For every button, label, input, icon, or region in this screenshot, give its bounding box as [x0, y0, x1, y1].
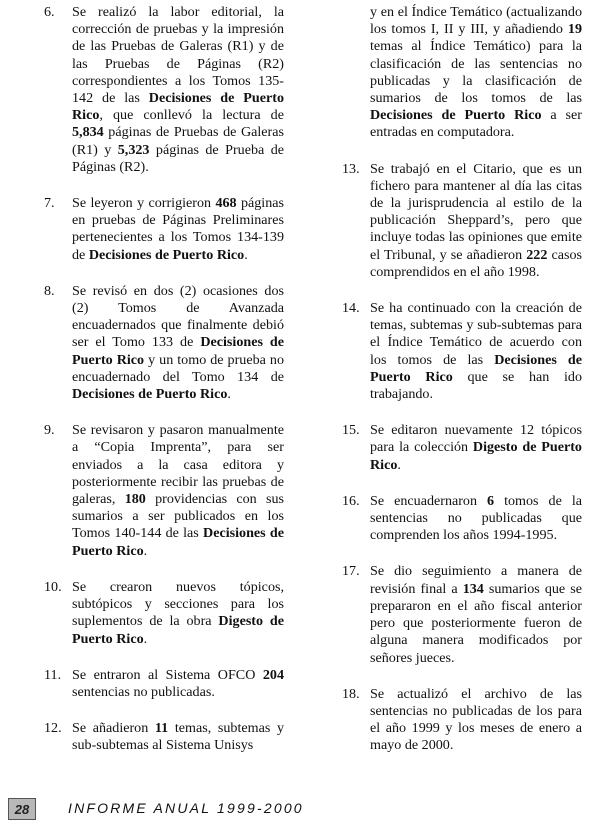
text-run: y un tomo de prueba no encuadernado del Tomo 134 de [72, 351, 284, 385]
item-number: 11. [44, 666, 62, 683]
text-run: Se encuadernaron [370, 492, 488, 509]
list-item-continued [342, 4, 582, 142]
text-run: Se realizó la labor editorial, la corrección de pruebas y la impresión de las Pruebas de Galeras (R1) y de las Pruebas de Páginas (R2) correspondientes a los Tomos 135-142 de las [72, 4, 284, 107]
page-footer [8, 798, 598, 822]
text-run: páginas en pruebas de Páginas Preliminares pertenecientes a los Tomos 134-139 de [72, 195, 285, 263]
list-item [342, 422, 582, 474]
page-number: 28 [14, 801, 30, 817]
text-run: casos comprendidos en el año 1998. [370, 246, 582, 280]
text-run: tomos de la sentencias no publicadas que comprenden los años 1994-1995. [370, 492, 582, 544]
item-text [72, 4, 284, 176]
item-number: 7. [44, 195, 55, 212]
list-item [342, 493, 582, 545]
report-title: INFORME ANUAL 1999-2000 [68, 800, 304, 816]
bold-text-run: 6 [487, 492, 495, 509]
text-run: páginas de Prueba de Páginas (R2). [72, 141, 284, 175]
right-column [342, 4, 582, 755]
bold-text-run: Decisiones de Puerto Rico [72, 90, 284, 124]
list-item [44, 4, 284, 176]
item-number: 6. [44, 4, 55, 20]
list-item [44, 720, 284, 754]
item-number: 14. [342, 300, 360, 317]
item-text [370, 563, 582, 666]
list-item [44, 667, 284, 701]
bold-text-run: 5,834 [72, 124, 104, 141]
left-column [44, 4, 284, 755]
item-number: 16. [342, 492, 360, 509]
bold-text-run: 19 [567, 21, 582, 38]
text-run: temas al Índice Temático) para la clasificación de las sentencias no publicadas y la clasificación de sumarios de los tomos de las [370, 38, 582, 107]
item-text [370, 493, 582, 545]
text-run: Se actualizó el archivo de las sentencias no publicadas de los para el año 1999 y los meses de enero a mayo de 2000. [370, 685, 582, 754]
text-run: . [143, 542, 148, 559]
bold-text-run: 134 [462, 580, 484, 597]
item-text [72, 422, 284, 560]
text-run: temas, subtemas y sub-subtemas al Sistema Unisys [72, 720, 284, 754]
text-run: Se editaron nuevamente 12 tópicos para la colección [370, 422, 582, 456]
list-item [44, 422, 284, 560]
text-run: Se dio seguimiento a manera de revisión final a [370, 563, 582, 597]
text-run: Se entraron al Sistema OFCO [72, 666, 263, 683]
item-text [72, 720, 284, 754]
text-run: Se revisaron y pasaron manualmente a “Copia Imprenta”, para ser enviados a la casa editora y posteriormente recibir las pruebas de galeras, [72, 422, 284, 508]
list-item [342, 563, 582, 666]
text-run: . [143, 630, 148, 647]
list-item [44, 283, 284, 403]
list-item [44, 579, 284, 648]
item-text [370, 422, 582, 474]
item-number: 10. [44, 578, 62, 595]
text-run: Se leyeron y corrigieron [72, 195, 216, 212]
bold-text-run: Decisiones de Puerto Rico [88, 246, 245, 263]
text-run: Se crearon nuevos tópicos, subtópicos y secciones para los suplementos de la obra [72, 578, 284, 630]
text-run: sumarios que se prepararon en el año fiscal anterior pero que posteriormente fueron de alguna manera modificados por señores jueces. [370, 580, 582, 666]
text-run: que se han ido trabajando. [370, 368, 583, 403]
text-run: providencias con sus sumarios a ser publicados en los Tomos 140-144 de las [72, 491, 284, 542]
list-item [342, 161, 582, 281]
text-run: Se trabajó en el Citario, que es un fichero para mantener al día las citas de la jurisprudencia al estilo de la publicación Sheppard’s, pero que incluye todas las opiniones que emite el Tribunal, y se añadieron [370, 160, 582, 263]
bold-text-run: Decisiones de Puerto Rico [72, 386, 228, 403]
text-run: . [227, 386, 231, 403]
text-run: . [397, 456, 401, 473]
item-text [370, 4, 582, 142]
text-run: sentencias no publicadas. [72, 683, 215, 700]
text-run: páginas de Pruebas de Galeras (R1) y [72, 124, 284, 158]
text-run: Se ha continuado con la creación de temas, subtemas y sub-subtemas para el Índice Temático de acuerdo con los tomos de las [370, 300, 582, 368]
text-run: y en el Índice Temático (actualizando los tomos I, II y III, y añadiendo [370, 4, 582, 38]
list-item [342, 300, 582, 403]
item-text [370, 300, 582, 403]
bold-text-run: 180 [124, 491, 146, 508]
bold-text-run: Digesto de Puerto Rico [72, 613, 284, 647]
bold-text-run: Decisiones de Puerto Rico [72, 525, 284, 559]
item-number: 13. [342, 160, 360, 177]
bold-text-run: 5,323 [117, 141, 150, 158]
text-run: Se añadieron [72, 720, 155, 737]
bold-text-run: 468 [215, 195, 237, 212]
item-number: 15. [342, 422, 360, 439]
item-number: 12. [44, 720, 62, 737]
text-run: a ser entradas en computadora. [370, 107, 582, 141]
item-number: 17. [342, 563, 360, 580]
item-number [342, 4, 370, 142]
item-text [72, 195, 284, 264]
bold-text-run: Decisiones de Puerto Rico [370, 107, 542, 124]
bold-text-run: Decisiones de Puerto Rico [72, 334, 285, 368]
item-text [72, 579, 284, 648]
bold-text-run: 222 [526, 246, 548, 263]
item-text [370, 161, 582, 281]
bold-text-run: Decisiones de Puerto Rico [370, 351, 582, 385]
bold-text-run: Digesto de Puerto Rico [370, 439, 582, 473]
text-run: . [244, 246, 248, 263]
item-text [72, 667, 284, 701]
bold-text-run: 204 [262, 666, 284, 683]
text-run: Se revisó en dos (2) ocasiones dos (2) Tomos de Avanzada encuadernados que finalmente debió ser el Tomo 133 de [72, 282, 284, 351]
list-item [44, 195, 284, 264]
list-item [342, 686, 582, 755]
text-run: , que conllevó la lectura de [99, 107, 284, 124]
page-number-box [8, 798, 36, 820]
item-text [370, 686, 582, 755]
item-number: 9. [44, 422, 55, 439]
bold-text-run: 11 [154, 720, 169, 737]
item-number: 8. [44, 282, 55, 299]
item-number: 18. [342, 685, 360, 702]
item-text [72, 283, 284, 403]
